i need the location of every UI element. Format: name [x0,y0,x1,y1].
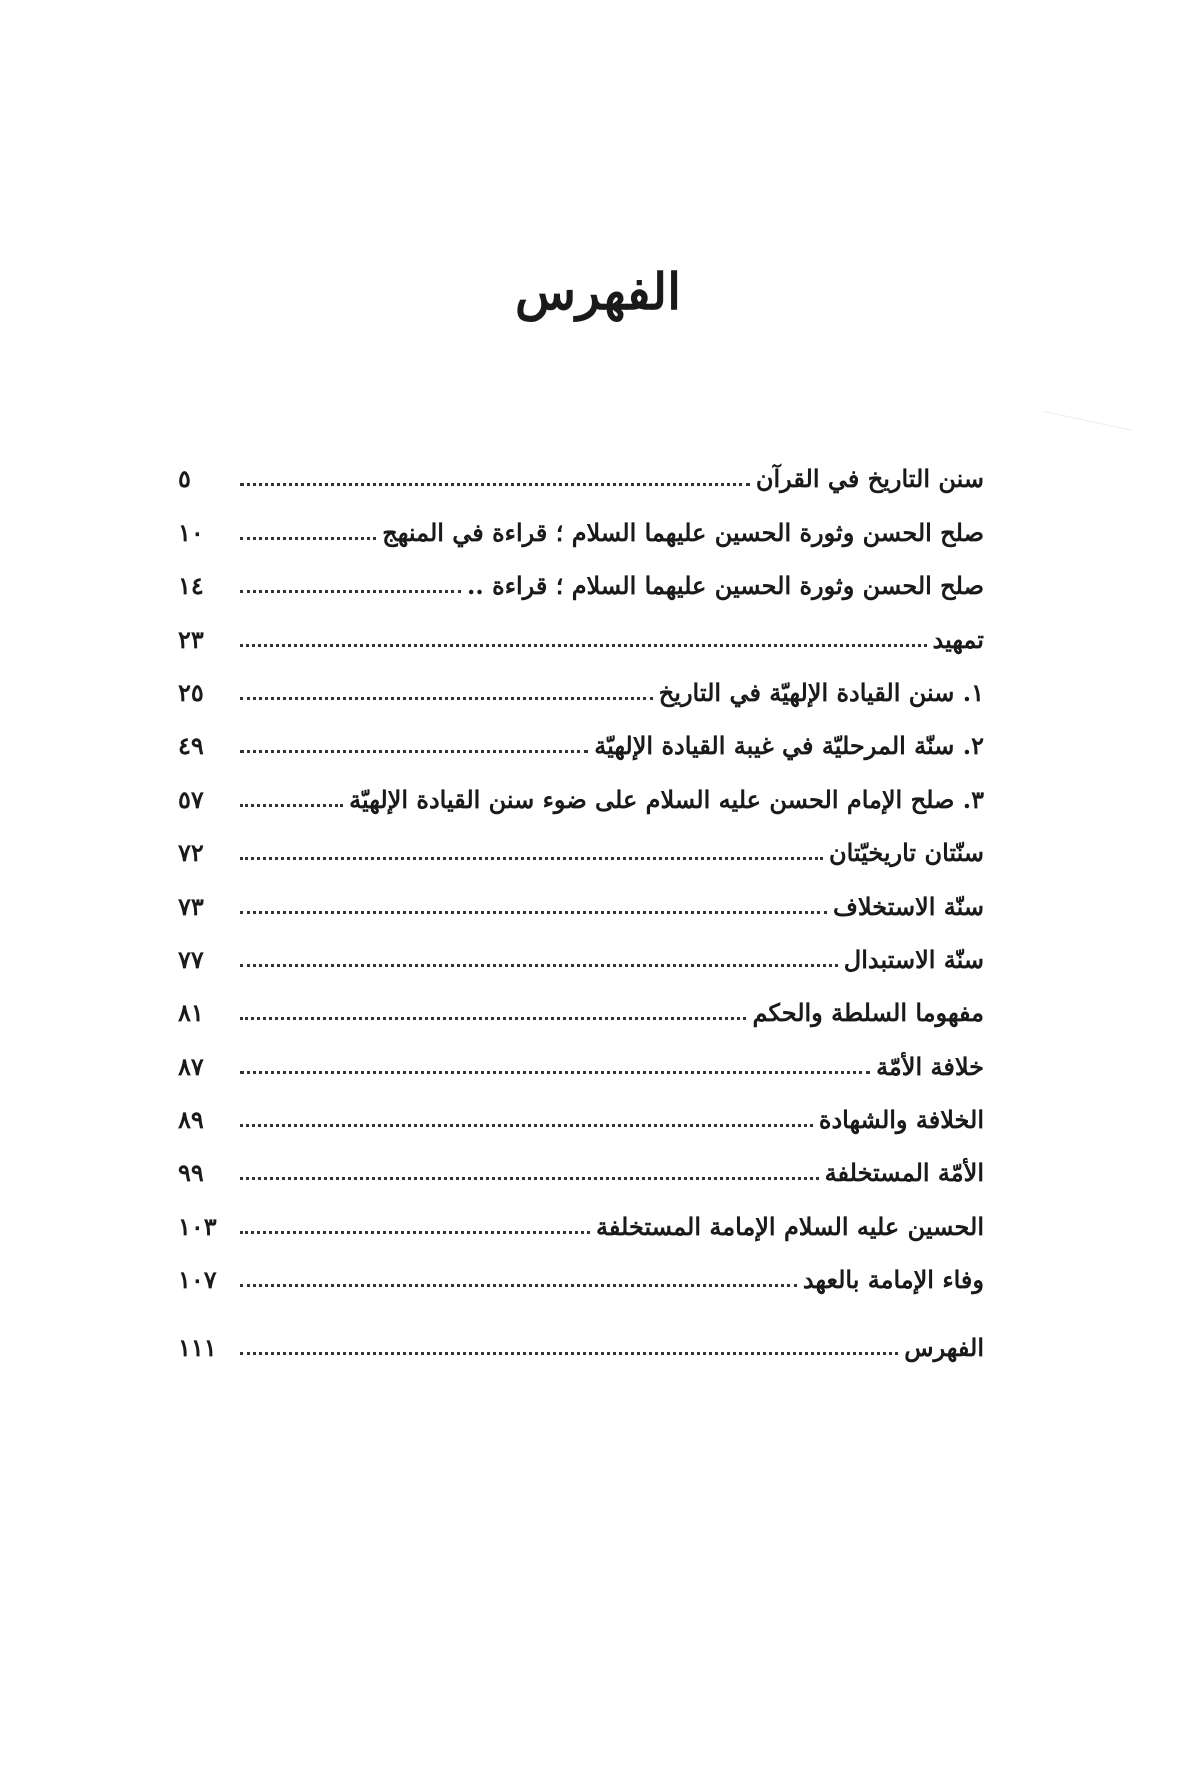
toc-entry-page: ٥٧ [178,784,204,814]
toc-entry [178,1241,984,1294]
toc-entry [178,1081,984,1134]
toc-entry [178,760,984,813]
toc-dot-leader [240,482,750,486]
toc-entry-label: وفاء الإمامة بالعهد [802,1265,984,1295]
toc-dot-leader [240,1123,813,1127]
toc-entry-label: ٢. سنّة المرحليّة في غيبة القيادة الإلهيّة [594,731,984,761]
toc-dot-leader [240,643,927,647]
toc-entry-page: ٧٢ [178,838,204,868]
toc-dot-leader [240,1070,870,1074]
toc-dot-leader [240,856,823,860]
scan-artifact [1039,411,1132,452]
toc-entry-label: ٣. صلح الإمام الحسن عليه السلام على ضوء سنن القيادة الإلهيّة [349,784,984,814]
toc-entry-page: ٢٣ [178,624,204,654]
toc-entry-page: ٩٩ [178,1158,204,1188]
toc-entry-page: ١١١ [178,1332,217,1362]
toc-entry-label: سنّة الاستخلاف [833,891,984,921]
toc-dot-leader [240,910,827,914]
toc-entry [178,547,984,600]
toc-entry-page: ٧٧ [178,944,204,974]
toc-entry-page: ١٠٣ [178,1211,217,1241]
toc-entry [178,974,984,1027]
toc-entry [178,1134,984,1187]
toc-entry [178,1187,984,1240]
toc-dot-leader [240,749,588,753]
toc-entry [178,814,984,867]
toc-entry [178,1308,984,1361]
toc-entry-page: ٢٥ [178,677,204,707]
toc-dot-leader [240,803,343,807]
toc-entry-page: ١٤ [178,571,204,601]
toc-dot-leader [240,1230,590,1234]
toc-entry [178,867,984,920]
toc-entry-page: ٨١ [178,998,204,1028]
toc-entry [178,493,984,546]
toc-entry-label: صلح الحسن وثورة الحسين عليهما السلام ؛ قراءة في المنهج [382,517,984,547]
table-of-contents [178,440,984,1362]
toc-entry-label: صلح الحسن وثورة الحسين عليهما السلام ؛ قراءة .. [467,571,984,601]
toc-dot-leader [240,1176,819,1180]
toc-entry-label: الحسين عليه السلام الإمامة المستخلفة [596,1211,984,1241]
toc-entry-page: ١٠٧ [178,1265,217,1295]
toc-entry-label: سنّة الاستبدال [843,944,984,974]
toc-dot-leader [240,589,461,593]
toc-entry [178,1027,984,1080]
toc-entry-label: خلافة الأمّة [876,1051,984,1081]
toc-entry [178,707,984,760]
toc-entry-label: مفهوما السلطة والحكم [752,998,984,1028]
toc-entry [178,654,984,707]
toc-entry-page: ١٠ [178,517,204,547]
toc-entry [178,440,984,493]
toc-dot-leader [240,1351,898,1355]
toc-entry-page: ٨٩ [178,1105,204,1135]
toc-entry [178,921,984,974]
toc-entry-label: الفهرس [904,1332,984,1362]
toc-entry-label: سنّتان تاريخيّتان [828,838,984,868]
toc-entry-page: ٤٩ [178,731,204,761]
toc-entry-label: الخلافة والشهادة [818,1105,984,1135]
toc-dot-leader [240,536,376,540]
toc-entry-label: سنن التاريخ في القرآن [755,464,984,494]
toc-dot-leader [240,696,653,700]
page-title: الفهرس [514,262,682,321]
toc-entry-label: تمهيد [932,624,984,654]
toc-entry [178,600,984,653]
toc-entry-page: ٨٧ [178,1051,204,1081]
toc-dot-leader [240,963,838,967]
toc-entry-label: ١. سنن القيادة الإلهيّة في التاريخ [658,677,984,707]
toc-entry-page: ٥ [178,464,191,494]
toc-entry-page: ٧٣ [178,891,204,921]
toc-entry-label: الأمّة المستخلفة [824,1158,984,1188]
toc-dot-leader [240,1016,746,1020]
toc-dot-leader [240,1283,797,1287]
